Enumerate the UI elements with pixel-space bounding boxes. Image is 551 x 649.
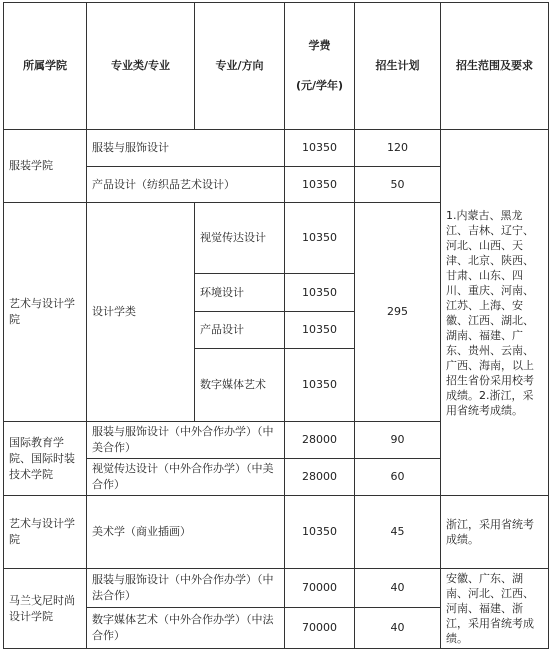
header-category: 专业类/专业 [87,3,195,130]
major-cell: 产品设计（纺织品艺术设计） [87,167,285,203]
fee-cell: 10350 [285,274,355,312]
college-cell: 服装学院 [4,130,87,203]
scope-cell: 浙江，采用省统考成绩。 [441,496,549,569]
fee-cell: 28000 [285,422,355,459]
quota-cell: 40 [355,569,441,608]
header-quota: 招生计划 [355,3,441,130]
college-cell: 艺术与设计学院 [4,496,87,569]
direction-cell: 环境设计 [195,274,285,312]
major-cell: 数字媒体艺术（中外合作办学）（中法合作） [87,608,285,649]
header-direction: 专业/方向 [195,3,285,130]
category-cell: 设计学类 [87,203,195,422]
college-cell: 马兰戈尼时尚设计学院 [4,569,87,649]
header-fee-unit: (元/学年) [295,79,344,92]
fee-cell: 10350 [285,349,355,422]
header-college: 所属学院 [4,3,87,130]
direction-cell: 视觉传达设计 [195,203,285,274]
fee-cell: 10350 [285,496,355,569]
fee-cell: 10350 [285,312,355,349]
fee-cell: 70000 [285,569,355,608]
major-cell: 美术学（商业插画） [87,496,285,569]
direction-cell: 产品设计 [195,312,285,349]
fee-cell: 10350 [285,203,355,274]
table-row [4,130,549,167]
quota-cell: 45 [355,496,441,569]
quota-cell: 60 [355,459,441,496]
table-row [4,496,549,569]
quota-cell: 295 [355,203,441,422]
major-cell: 服装与服饰设计（中外合作办学）（中美合作） [87,422,285,459]
header-fee-label: 学费 [308,39,331,52]
admissions-table [3,2,549,649]
table-row [4,569,549,608]
college-cell: 艺术与设计学院 [4,203,87,422]
header-fee [285,3,355,130]
major-cell: 视觉传达设计（中外合作办学）（中美合作） [87,459,285,496]
header-row [4,3,549,130]
major-cell: 服装与服饰设计 [87,130,285,167]
college-cell: 国际教育学院、国际时装技术学院 [4,422,87,496]
fee-cell: 70000 [285,608,355,649]
major-cell: 服装与服饰设计（中外合作办学）（中法合作） [87,569,285,608]
fee-cell: 10350 [285,167,355,203]
direction-cell: 数字媒体艺术 [195,349,285,422]
fee-cell: 10350 [285,130,355,167]
scope-cell-main: 1.内蒙古、黑龙江、吉林、辽宁、河北、山西、天津、北京、陕西、甘肃、山东、四川、重庆、河南、江苏、上海、安徽、江西、湖北、湖南、福建、广东、贵州、云南、广西、海南，以上招生省份采用校考成绩。2.浙江，采用省统考成绩。 [441,130,549,496]
scope-cell: 安徽、广东、湖南、河北、江西、河南、福建、浙江，采用省统考成绩。 [441,569,549,649]
quota-cell: 120 [355,130,441,167]
quota-cell: 40 [355,608,441,649]
quota-cell: 50 [355,167,441,203]
quota-cell: 90 [355,422,441,459]
fee-cell: 28000 [285,459,355,496]
header-scope: 招生范围及要求 [441,3,549,130]
